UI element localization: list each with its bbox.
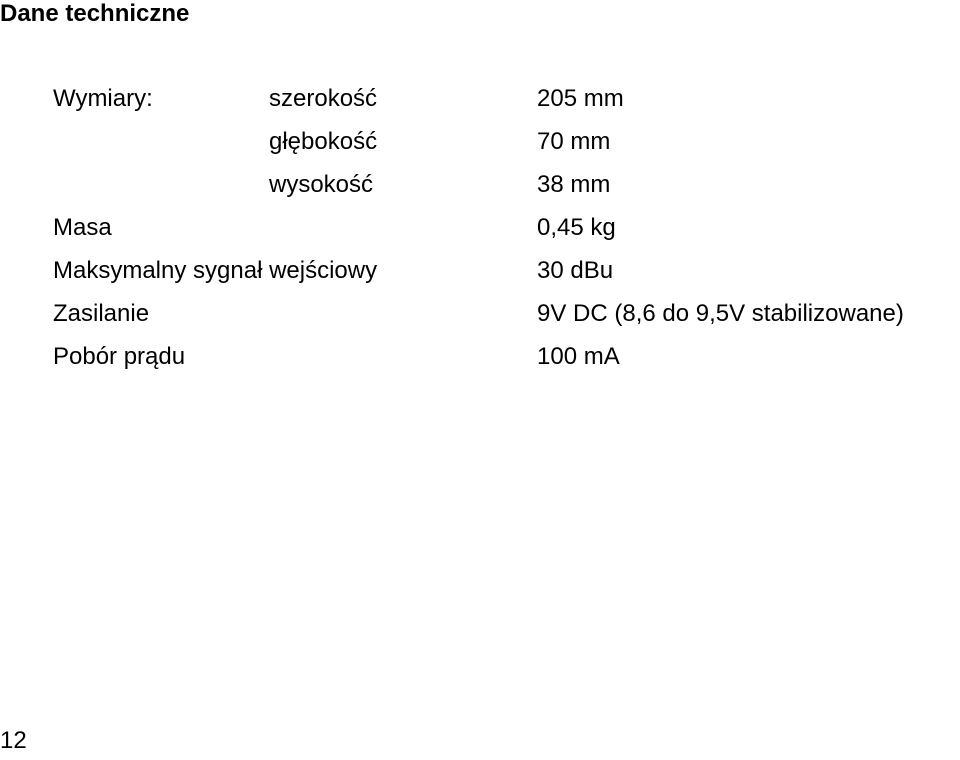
spec-value: 205 mm xyxy=(537,85,624,112)
spec-value: 70 mm xyxy=(537,128,611,155)
spec-label: Masa xyxy=(53,214,112,241)
spec-label: Wymiary: xyxy=(53,85,153,112)
spec-row-depth xyxy=(53,120,953,163)
spec-label: Maksymalny sygnał wejściowy xyxy=(53,257,378,284)
spec-value: 100 mA xyxy=(537,343,620,370)
spec-table xyxy=(53,77,953,378)
spec-row-height xyxy=(53,163,953,206)
spec-row-width xyxy=(53,77,953,120)
spec-value: 38 mm xyxy=(537,171,611,198)
spec-label: Zasilanie xyxy=(53,300,150,327)
spec-label: Pobór prądu xyxy=(53,343,186,370)
page-title: Dane techniczne xyxy=(0,0,190,27)
spec-row-max-input xyxy=(53,249,953,292)
spec-row-current-draw xyxy=(53,335,953,378)
spec-sublabel: głębokość xyxy=(269,128,378,155)
page-number: 12 xyxy=(0,727,27,754)
spec-value: 9V DC (8,6 do 9,5V stabilizowane) xyxy=(537,300,904,327)
spec-value: 0,45 kg xyxy=(537,214,616,241)
spec-sublabel: szerokość xyxy=(269,85,378,112)
spec-row-power-supply xyxy=(53,292,953,335)
spec-value: 30 dBu xyxy=(537,257,614,284)
spec-sublabel: wysokość xyxy=(269,171,374,198)
spec-row-mass xyxy=(53,206,953,249)
